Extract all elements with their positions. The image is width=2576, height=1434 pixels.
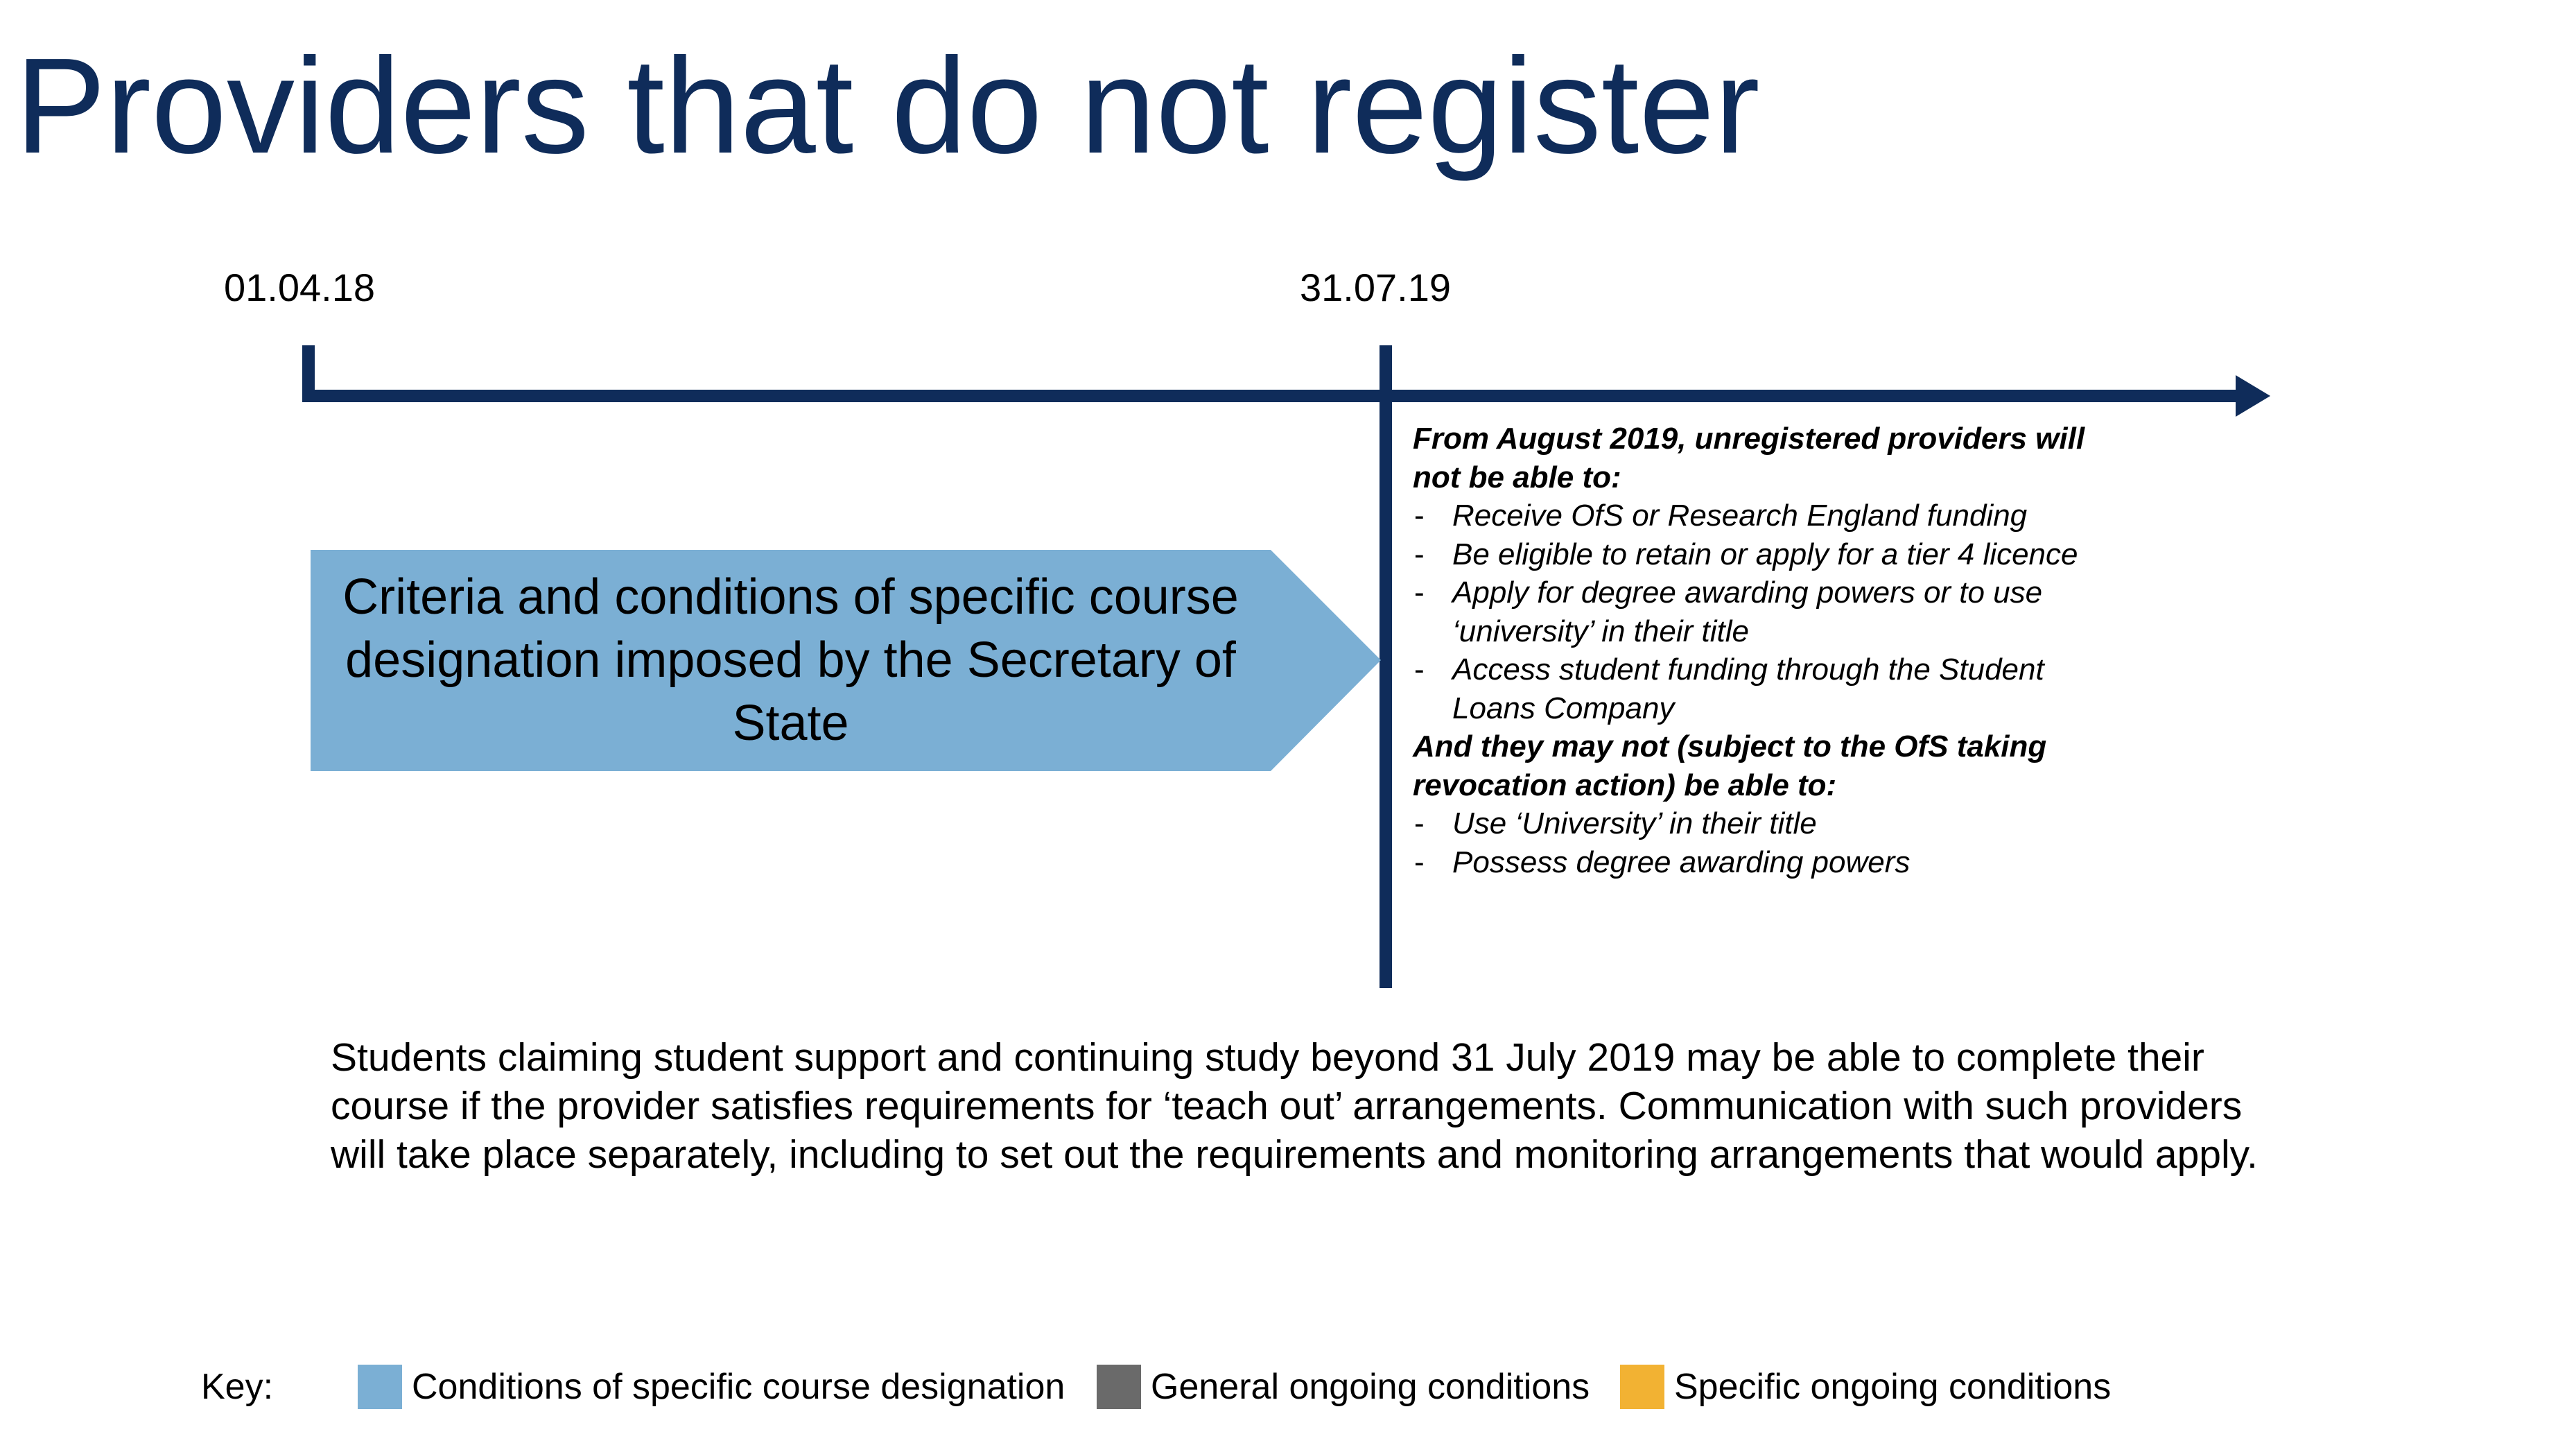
timeline-end-date: 31.07.19	[1300, 266, 1451, 309]
key-item-label: General ongoing conditions	[1151, 1367, 1590, 1407]
key-item-label: Specific ongoing conditions	[1674, 1367, 2112, 1407]
key-item-course-designation	[358, 1365, 1065, 1409]
restriction-item: - Be eligible to retain or apply for a tier 4 licence	[1413, 535, 2106, 574]
restriction-item: - Possess degree awarding powers	[1413, 843, 2106, 882]
restriction-item: - Use ‘University’ in their title	[1413, 804, 2106, 843]
key-swatch	[1620, 1365, 1664, 1409]
restrictions-list-1	[1413, 496, 2106, 727]
key-label: Key:	[201, 1367, 274, 1407]
restrictions-panel	[1413, 420, 2106, 881]
key-item-general-ongoing	[1097, 1365, 1590, 1409]
timeline-start-date: 01.04.18	[224, 266, 375, 309]
timeline-arrowhead-icon	[2236, 375, 2270, 417]
key-item-specific-ongoing	[1620, 1365, 2111, 1409]
restrictions-heading-2: And they may not (subject to the OfS taking revocation action) be able to:	[1413, 729, 2047, 802]
page-title: Providers that do not register	[15, 30, 1760, 182]
key-item-label: Conditions of specific course designation	[412, 1367, 1065, 1407]
restrictions-heading-1: From August 2019, unregistered providers will not be able to:	[1413, 422, 2085, 494]
teach-out-note: Students claiming student support and continuing study beyond 31 July 2019 may be able to complete their course if the provider satisfies requirements for ‘teach out’ arrangements. Communication with such providers will take place separately, including to set out the requirements and monitoring arrangements that would apply.	[331, 1035, 2258, 1177]
restriction-item: - Apply for degree awarding powers or to use ‘university’ in their title	[1413, 573, 2106, 650]
key-swatch	[1097, 1365, 1141, 1409]
key-swatch	[358, 1365, 402, 1409]
phase-arrow-label: Criteria and conditions of specific course designation imposed by the Secretary of State	[342, 569, 1239, 751]
restrictions-list-2	[1413, 804, 2106, 881]
restriction-item: - Access student funding through the Student Loans Company	[1413, 650, 2106, 727]
restriction-item: - Receive OfS or Research England funding	[1413, 496, 2106, 535]
